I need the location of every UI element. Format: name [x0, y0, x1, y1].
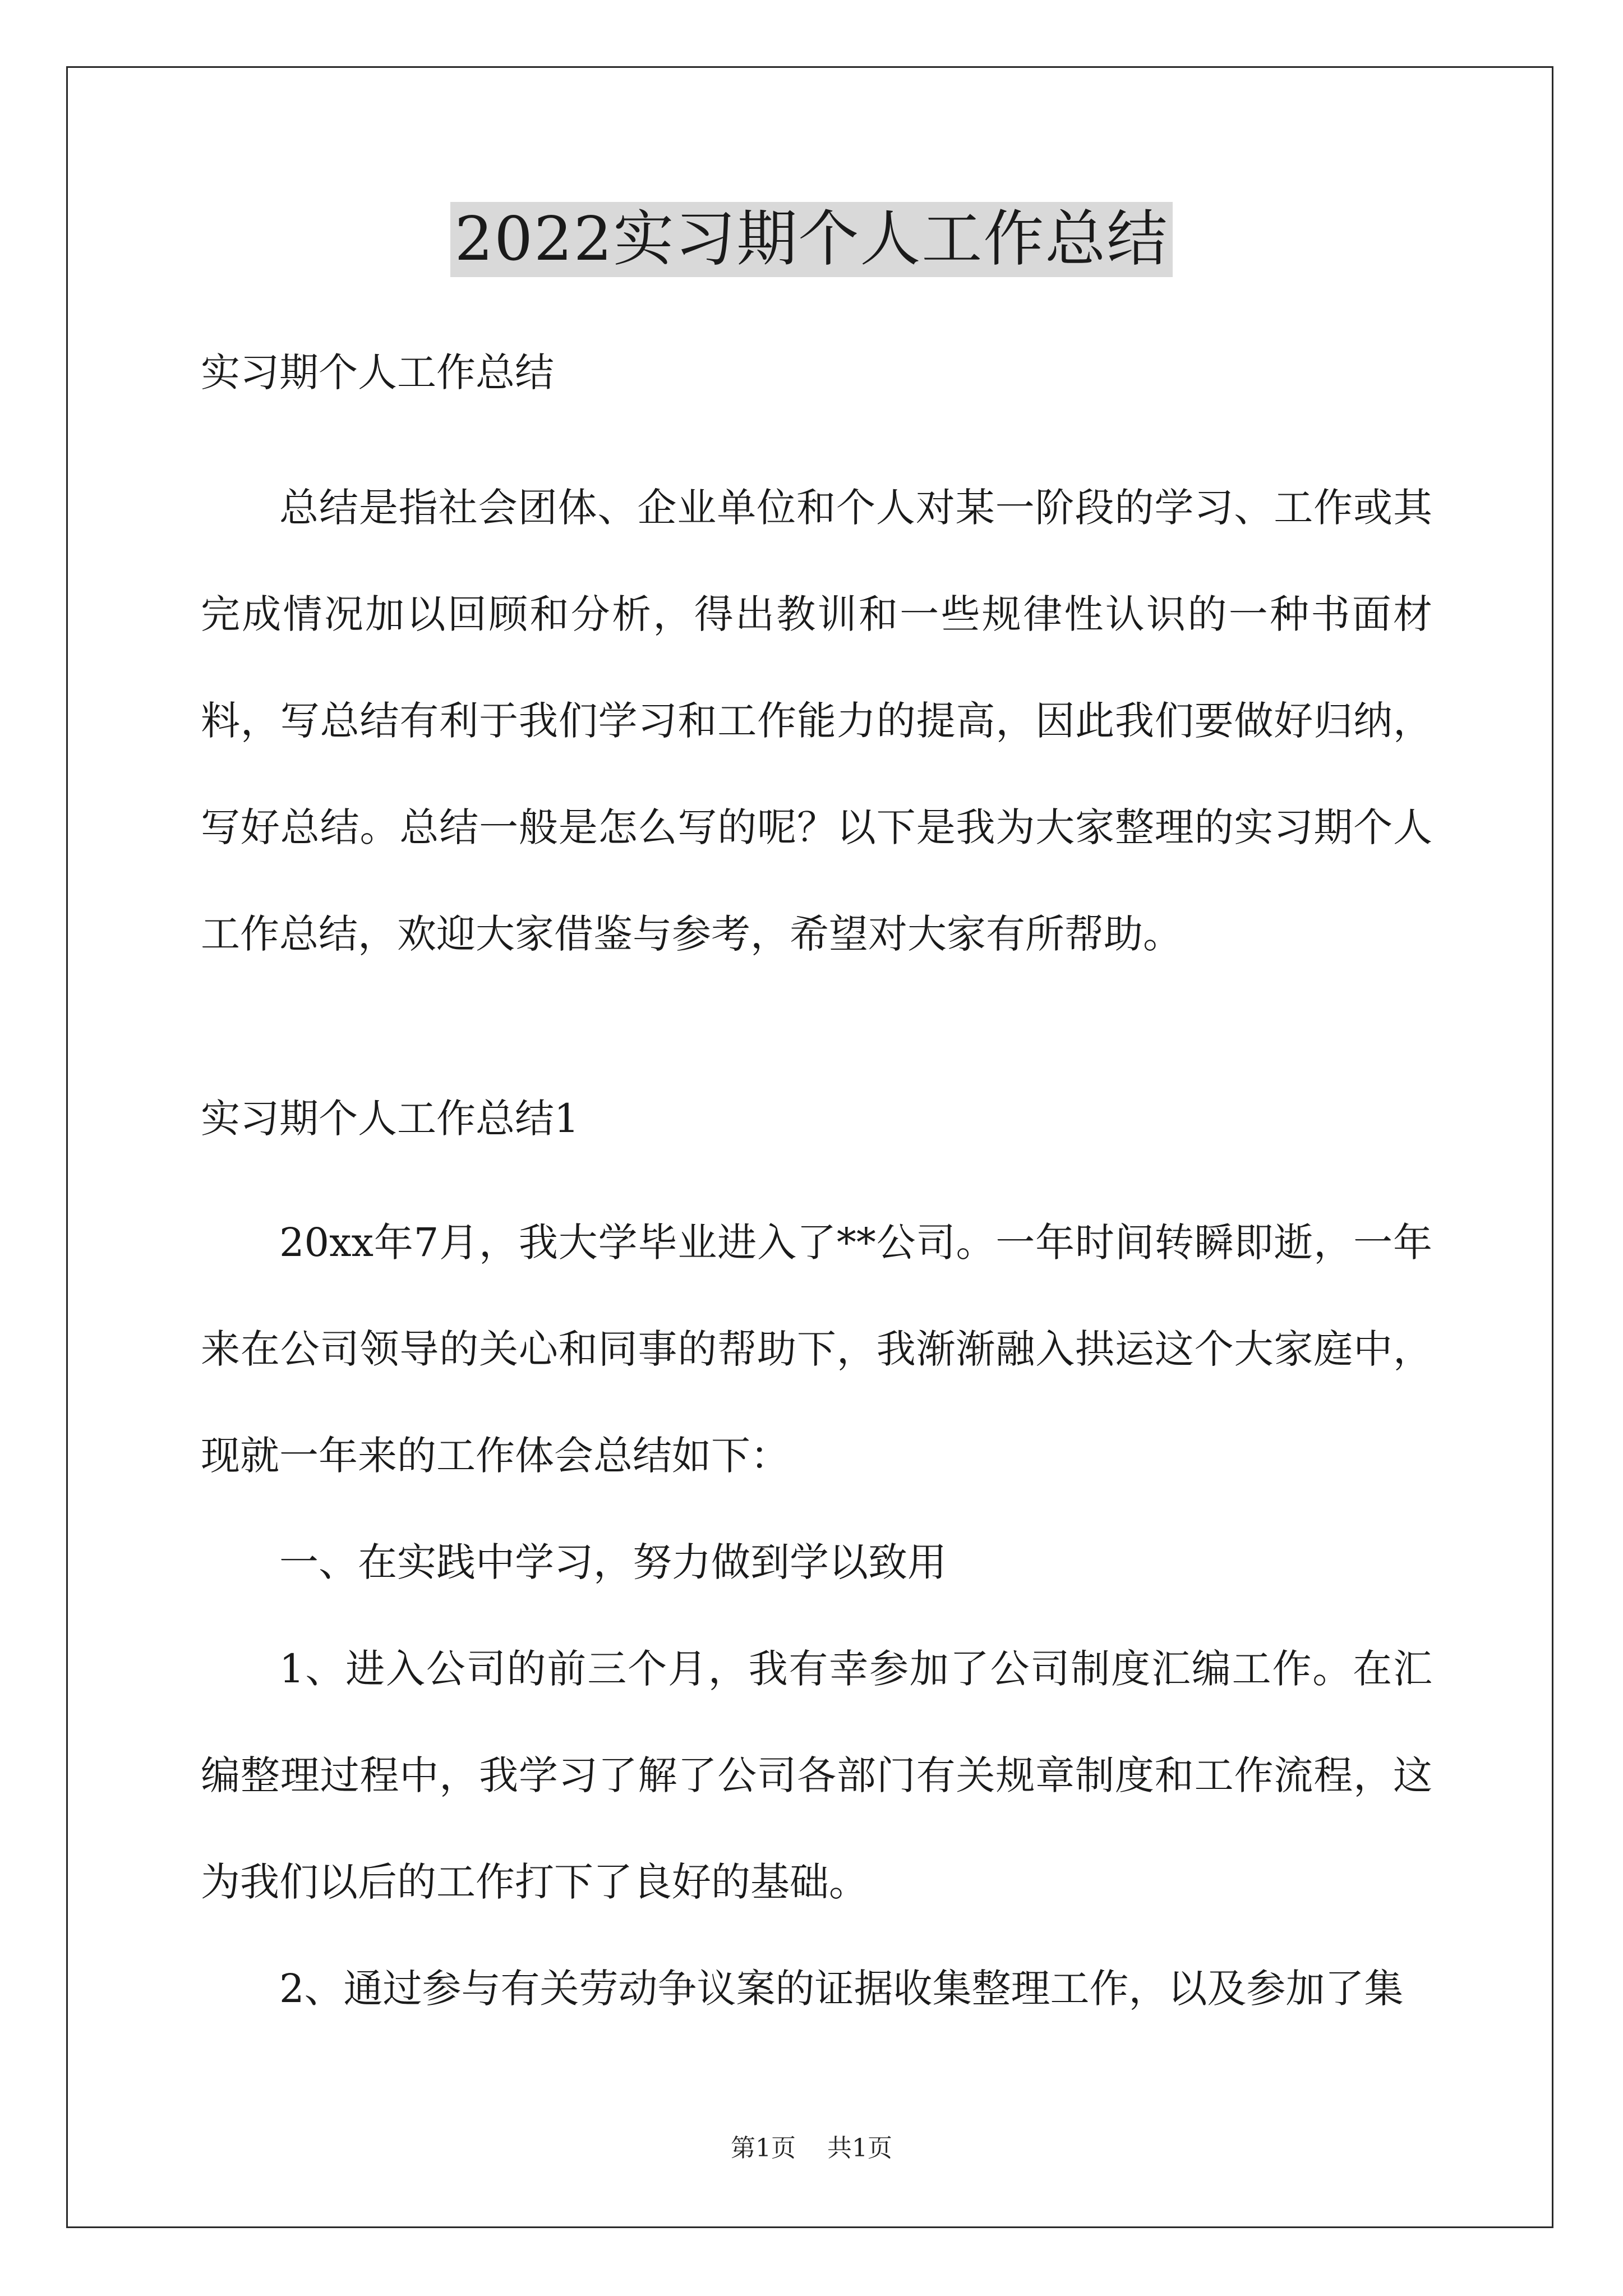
- title-container: [0, 202, 1623, 277]
- body-paragraph: 2、通过参与有关劳动争议案的证据收集整理工作，以及参加了集: [279, 1966, 1404, 2012]
- page-number-current: 第1页: [731, 2134, 796, 2162]
- document-title: 2022实习期个人工作总结: [450, 202, 1173, 277]
- body-paragraph: 一、在实践中学习，努力做到学以致用: [279, 1539, 947, 1585]
- page-number-total: 共1页: [827, 2134, 892, 2162]
- page-footer: [0, 2132, 1623, 2165]
- intro-heading: 实习期个人工作总结: [201, 349, 554, 395]
- intro-paragraph: 总结是指社会团体、企业单位和个人对某一阶段的学习、工作或其完成情况加以回顾和分析，得出教训和一些规律性认识的一种书面材料，写总结有利于我们学习和工作能力的提高，因此我们要做好归纳，写好总结。总结一般是怎么写的呢？以下是我为大家整理的实习期个人工作总结，欢迎大家借鉴与参考，希望对大家有所帮助。: [201, 485, 1432, 957]
- section-1-heading: 实习期个人工作总结1: [201, 1096, 579, 1142]
- body-paragraph: 20xx年7月，我大学毕业进入了**公司。一年时间转瞬即逝，一年来在公司领导的关心和同事的帮助下，我渐渐融入拱运这个大家庭中，现就一年来的工作体会总结如下：: [201, 1220, 1432, 1479]
- section-spacer: [201, 987, 1432, 1094]
- body-paragraph: 1、进入公司的前三个月，我有幸参加了公司制度汇编工作。在汇编整理过程中，我学习了解了公司各部门有关规章制度和工作流程，这为我们以后的工作打下了良好的基础。: [201, 1646, 1432, 1905]
- document-body: [201, 348, 1432, 2042]
